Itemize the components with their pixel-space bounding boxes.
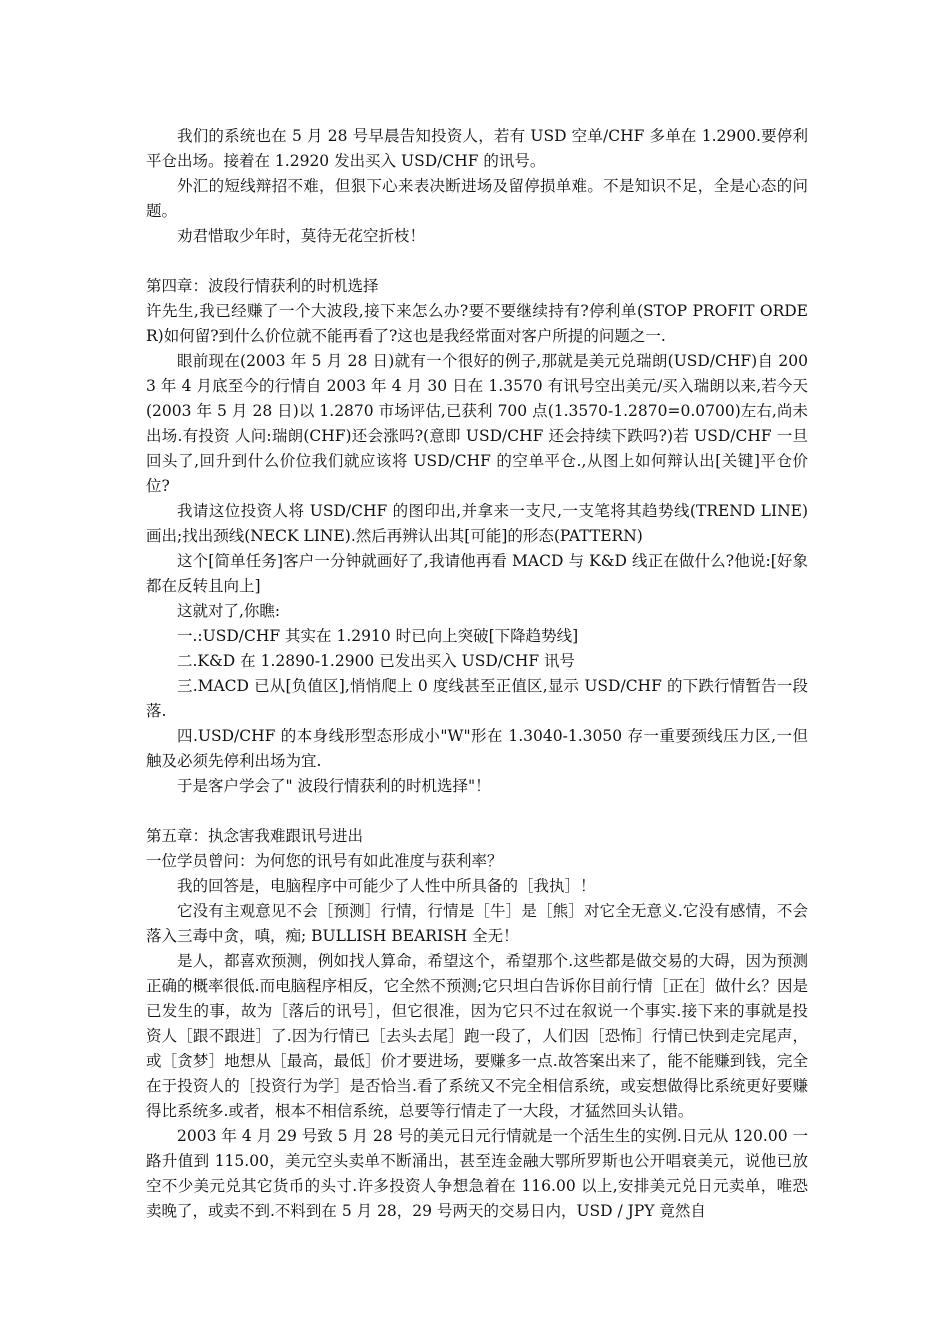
chapter-5-paragraph: 它没有主观意见不会［预测］行情，行情是［牛］是［熊］对它全无意义.它没有感情，不会落入三毒中贪，嗔，痴; BULLISH BEARISH 全无！ [146, 902, 808, 945]
intro-paragraph: 我们的系统也在 5 月 28 号早晨告知投资人，若有 USD 空单/CHF 多单在 1.2900.要停利平仓出场。接着在 1.2920 发出买入 USD/CHF 的讯号。 [146, 127, 808, 170]
chapter-4-list-item: 三.MACD 已从[负值区],悄悄爬上 0 度线甚至正值区,显示 USD/CHF 的下跌行情暂告一段落. [146, 677, 808, 720]
chapter-4-paragraph: 于是客户学会了" 波段行情获利的时机选择"！ [177, 777, 491, 795]
chapter-4-paragraph: 眼前现在(2003 年 5 月 28 日)就有一个很好的例子,那就是美元兑瑞朗(USD/CHF)自 2003 年 4 月底至今的行情自 2003 年 4 月 30 日在 1.3570 有讯号空出美元/买入瑞朗以来,若今天(2003 年 5 月 28 日)以 1.2870 市场评估,已获利 700 点(1.3570-1.2870=0.0700)左右,尚未出场.有投资 人问:瑞朗(CHF)还会涨吗?(意即 USD/CHF 还会持续下跌吗?)若 USD/CHF 一旦回头了,回升到什么价位我们就应该将 USD/CHF 的空单平仓.,从图上如何辩认出[关键]平仓价位? [146, 352, 808, 495]
chapter-4-list-item: 四.USD/CHF 的本身线形型态形成小"W"形在 1.3040-1.3050 存一重要颈线压力区,一但触及必须先停利出场为宜. [146, 727, 808, 770]
chapter-5-paragraph: 2003 年 4 月 29 号致 5 月 28 号的美元日元行情就是一个活生生的实例.日元从 120.00 一路升值到 115.00，美元空头卖单不断涌出，甚至连金融大鄂所罗斯也公开唱衰美元，说他已放空不少美元兑其它货币的头寸.许多投资人争想急着在 116.00 以上,安排美元兑日元卖单，唯恐卖晚了，或卖不到.不料到在 5 月 28，29 号两天的交易日内，USD / JPY 竟然自 [146, 1127, 808, 1220]
chapter-4-lead: 许先生,我已经赚了一个大波段,接下来怎么办?要不要继续持有?停利单(STOP PROFIT ORDER)如何留?到什么价位就不能再看了?这也是我经常面对客户所提的问题之一. [146, 302, 808, 345]
section-spacer [146, 249, 808, 274]
intro-paragraph: 外汇的短线辩招不难，但狠下心来表决断进场及留停损单难。不是知识不足，全是心态的问题。 [146, 177, 808, 220]
chapter-5-title: 第五章：执念害我难跟讯号进出 [146, 827, 364, 845]
chapter-5-paragraph: 我的回答是，电脑程序中可能少了人性中所具备的［我执］！ [177, 877, 596, 895]
intro-paragraph: 劝君惜取少年时，莫待无花空折枝！ [177, 227, 426, 245]
chapter-4-paragraph: 这就对了,你瞧: [177, 602, 281, 620]
chapter-4-list-item: 一.:USD/CHF 其实在 1.2910 时已向上突破[下降趋势线] [177, 627, 579, 645]
chapter-4-paragraph: 我请这位投资人将 USD/CHF 的图印出,并拿来一支尺,一支笔将其趋势线(TREND LINE)画出;找出颈线(NECK LINE).然后再辨认出其[可能]的形态(PATTERN) [146, 502, 808, 545]
chapter-4-list-item: 二.K&D 在 1.2890-1.2900 已发出买入 USD/CHF 讯号 [177, 652, 576, 670]
chapter-5-lead: 一位学员曾问：为何您的讯号有如此准度与获利率？ [146, 852, 503, 870]
document-page [146, 124, 808, 1224]
chapter-4-title: 第四章：波段行情获利的时机选择 [146, 277, 379, 295]
chapter-5-paragraph: 是人，都喜欢预测，例如找人算命，希望这个，希望那个.这些都是做交易的大碍，因为预测正确的概率很低.而电脑程序相反，它全然不预测;它只坦白告诉你目前行情［正在］做什幺？因是已发生的事，故为［落后的讯号］，但它很准，因为它只不过在叙说一个事实.接下来的事就是投资人［跟不跟进］了.因为行情已［去头去尾］跑一段了，人们因［恐怖］行情已快到走完尾声，或［贪梦］地想从［最高，最低］价才要进场，要赚多一点.故答案出来了，能不能赚到钱，完全在于投资人的［投资行为学］是否恰当.看了系统又不完全相信系统，或妄想做得比系统更好要赚得比系统多.或者，根本不相信系统，总要等行情走了一大段，才猛然回头认错。 [146, 952, 808, 1120]
chapter-4-paragraph: 这个[简单任务]客户一分钟就画好了,我请他再看 MACD 与 K&D 线正在做什么?他说:[好象都在反转且向上] [146, 552, 808, 595]
section-spacer [146, 799, 808, 824]
